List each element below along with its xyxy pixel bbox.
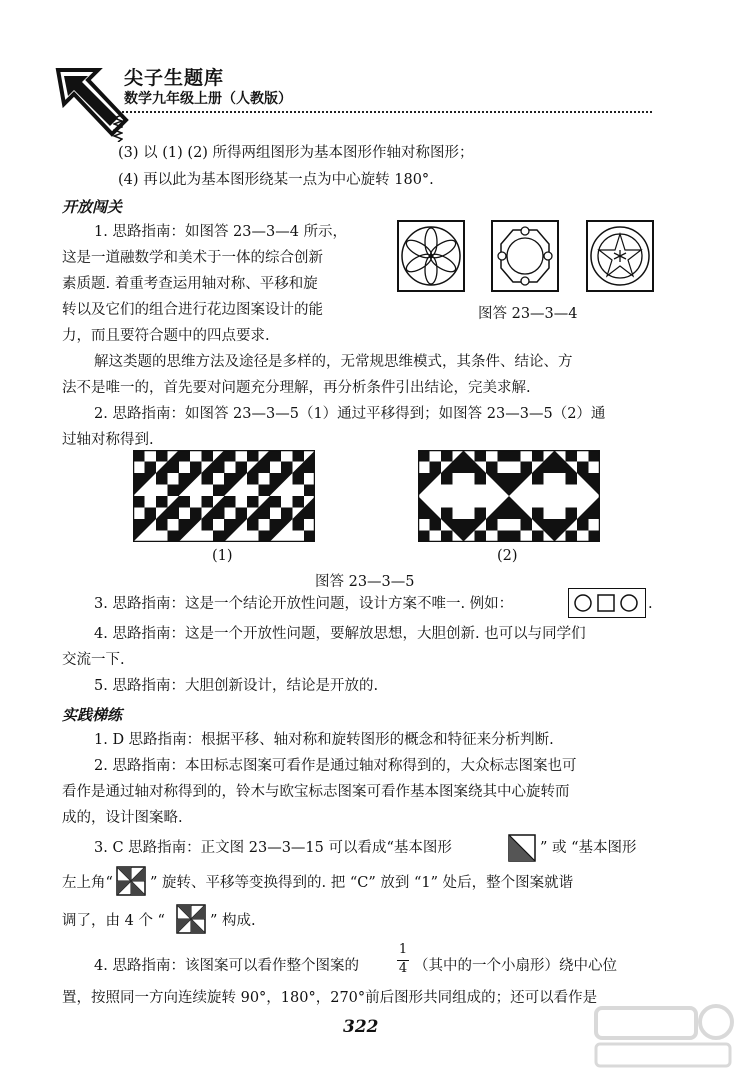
section-title-practice: 实践梯练: [62, 706, 123, 724]
text-line: 5. 思路指南：大胆创新设计，结论是开放的.: [94, 678, 379, 694]
text-line: 左上角“: [62, 875, 113, 891]
fraction-denominator: 4: [398, 961, 408, 976]
circle-square-circle-icon: [569, 589, 645, 617]
text-line: 看作是通过轴对称得到的，铃木与欧宝标志图案可看作基本图案绕其中心旋转而: [62, 784, 570, 800]
text-line: .: [648, 596, 653, 612]
page-number: 322: [343, 1017, 379, 1037]
text-line: 2. 思路指南：本田标志图案可看作是通过轴对称得到的，大众标志图案也可: [94, 758, 577, 774]
text-line: 置，按照同一方向连续旋转 90°，180°，270°前后图形共同组成的；还可以看作是: [62, 990, 598, 1006]
flower-pattern-figure: [397, 220, 465, 292]
text-line: ” 旋转、平移等变换得到的. 把 “C” 放到 “1” 处后，整个图案就谐: [150, 875, 574, 891]
figure-caption: 图答 23—3—4: [478, 306, 578, 322]
text-line: 1. 思路指南：如图答 23—3—4 所示，: [94, 224, 348, 240]
figure-label: (1): [212, 548, 233, 564]
pinwheel-shape-icon: [176, 904, 206, 934]
text-line: ” 构成.: [210, 913, 256, 929]
text-line: 4. 思路指南：该图案可以看作整个图案的: [94, 958, 359, 974]
text-line: 1. D 思路指南：根据平移、轴对称和旋转图形的概念和特征来分析判断.: [94, 732, 554, 748]
basic-shape-icon: [508, 834, 536, 862]
text-line: (4) 再以此为基本图形绕某一点为中心旋转 180°.: [118, 172, 434, 188]
text-line: 法不是唯一的，首先要对问题充分理解，再分析条件引出结论，完美求解.: [62, 380, 531, 396]
watermark-logo: [588, 1000, 738, 1070]
translation-pattern-figure: [133, 450, 315, 542]
text-line: 力，而且要符合题中的四点要求.: [62, 328, 270, 344]
text-line: 3. C 思路指南：正文图 23—3—15 可以看成“基本图形: [94, 840, 452, 856]
section-title-open: 开放闯关: [62, 198, 123, 216]
text-line: （其中的一个小扇形）绕中心位: [414, 958, 617, 974]
text-line: 成的，设计图案略.: [62, 810, 183, 826]
reflection-pattern-figure: [418, 450, 600, 542]
text-line: (3) 以 (1) (2) 所得两组图形为基本图形作轴对称图形；: [118, 145, 474, 161]
text-line: 交流一下.: [62, 652, 125, 668]
header-divider: [122, 111, 652, 113]
octagon-pattern-figure: [491, 220, 559, 292]
text-line: 解这类题的思维方法及途径是多样的，无常规思维模式，其条件、结论、方: [94, 354, 573, 370]
figure-caption: 图答 23—3—5: [315, 574, 415, 590]
fraction-numerator: 1: [398, 942, 408, 957]
text-line: 过轴对称得到.: [62, 432, 154, 448]
text-line: 转以及它们的组合进行花边图案设计的能: [62, 302, 323, 318]
example-shapes-box: [568, 588, 646, 618]
book-subtitle: 数学九年级上册（人教版）: [124, 91, 292, 107]
star-pattern-figure: [586, 220, 654, 292]
figure-label: (2): [497, 548, 518, 564]
pinwheel-shape-icon: [116, 866, 146, 896]
text-line: 3. 思路指南：这是一个结论开放性问题，设计方案不唯一. 例如：: [94, 596, 514, 612]
text-line: 这是一道融数学和美术于一体的综合创新: [62, 250, 323, 266]
text-line: 调了，由 4 个 “: [62, 913, 165, 929]
text-line: 素质题. 着重考查运用轴对称、平移和旋: [62, 276, 318, 292]
book-title: 尖子生题库: [124, 67, 225, 89]
header-zigzag: [113, 112, 123, 142]
text-line: ” 或 “基本图形: [540, 840, 637, 856]
text-line: 2. 思路指南：如图答 23—3—5（1）通过平移得到；如图答 23—3—5（2）通: [94, 406, 606, 422]
text-line: 4. 思路指南：这是一个开放性问题，要解放思想，大胆创新. 也可以与同学们: [94, 626, 586, 642]
